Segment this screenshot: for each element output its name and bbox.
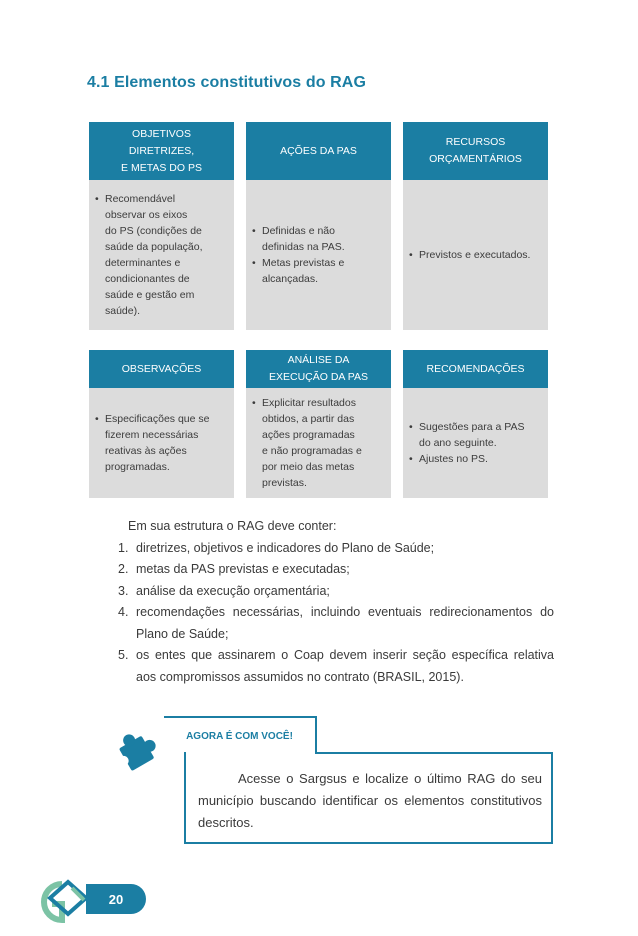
list-number: 4. bbox=[118, 605, 129, 619]
text-line: condicionantes de bbox=[105, 273, 190, 285]
list-item bbox=[118, 581, 554, 603]
list-text: diretrizes, objetivos e indicadores do Plano de Saúde; bbox=[136, 540, 435, 555]
text-line: do PS (condições de bbox=[105, 225, 202, 237]
text-line: • Previstos e executados. bbox=[419, 249, 531, 261]
card-header bbox=[246, 350, 391, 388]
text-line: e não programadas e bbox=[262, 445, 362, 457]
card-bullet bbox=[95, 191, 228, 319]
text-line: • Definidas e não bbox=[262, 225, 335, 237]
card-header bbox=[403, 122, 548, 180]
text-line: ações programadas bbox=[262, 429, 355, 441]
card-bullet bbox=[409, 451, 542, 467]
card-header-line: RECURSOS bbox=[445, 136, 506, 148]
list-item bbox=[118, 602, 554, 645]
list-item bbox=[118, 538, 554, 560]
list-number: 2. bbox=[118, 562, 129, 576]
section-heading: 4.1 Elementos constitutivos do RAG bbox=[87, 74, 367, 91]
card-header-line: DIRETRIZES, bbox=[128, 144, 195, 157]
card-header-line: ANÁLISE DA bbox=[287, 354, 350, 366]
card-analise bbox=[246, 350, 391, 498]
card-bullet bbox=[409, 247, 542, 263]
card-body bbox=[246, 388, 391, 498]
card-header-line: ORÇAMENTÁRIOS bbox=[429, 153, 522, 165]
list-number: 1. bbox=[118, 540, 129, 555]
card-header-line: RECOMENDAÇÕES bbox=[426, 362, 525, 375]
card-header bbox=[403, 350, 548, 388]
card-objetivos bbox=[89, 122, 234, 330]
text-line: • Explicitar resultados bbox=[262, 397, 356, 409]
card-header bbox=[89, 122, 234, 180]
text-line: • Ajustes no PS. bbox=[419, 453, 488, 465]
activity-title: AGORA É COM VOCÊ! bbox=[164, 716, 317, 754]
text-line: • Sugestões para a PAS bbox=[419, 421, 525, 433]
list-item bbox=[118, 645, 554, 688]
activity-paragraph: Acesse o Sargsus e localize o último RAG do seu município buscando identificar os elementos constitutivos descritos. bbox=[198, 771, 542, 830]
structure-text bbox=[118, 516, 554, 688]
requirements-list bbox=[118, 538, 554, 689]
text-line: saúde e gestão em bbox=[105, 289, 195, 301]
list-text: análise da execução orçamentária; bbox=[136, 583, 330, 598]
text-line: determinantes e bbox=[105, 257, 181, 269]
page-number: 20 bbox=[86, 884, 146, 914]
text-line: saúde da população, bbox=[105, 241, 203, 253]
list-number: 5. bbox=[118, 648, 129, 662]
list-text: metas da PAS previstas e executadas; bbox=[136, 562, 350, 576]
text-line: previstas. bbox=[262, 477, 307, 489]
card-header bbox=[89, 350, 234, 388]
text-line: • Recomendável bbox=[105, 193, 176, 205]
text-line: observar os eixos bbox=[105, 209, 188, 221]
text-line: • Metas previstas e bbox=[262, 257, 345, 269]
text-line: programadas. bbox=[105, 461, 170, 473]
list-text: recomendações necessárias, incluindo eventuais redirecionamentos do Plano de Saúde; bbox=[136, 605, 554, 641]
intro-text: Em sua estrutura o RAG deve conter: bbox=[128, 519, 337, 533]
list-text: os entes que assinarem o Coap devem inserir seção específica relativa aos compromissos assumidos no contrato (BRASIL, 2015). bbox=[136, 648, 554, 684]
card-header-line: OBSERVAÇÕES bbox=[121, 362, 202, 375]
card-bullet bbox=[252, 255, 385, 287]
activity-text bbox=[198, 768, 542, 834]
card-body bbox=[403, 180, 548, 330]
text-line: reativas às ações bbox=[105, 445, 187, 457]
list-item bbox=[118, 559, 554, 581]
text-line: • Especificações que se bbox=[105, 413, 210, 425]
list-number: 3. bbox=[118, 583, 129, 598]
card-header-line: E METAS DO PS bbox=[121, 161, 202, 174]
card-bullet bbox=[95, 411, 228, 475]
card-acoes bbox=[246, 122, 391, 330]
card-header-line: AÇÕES DA PAS bbox=[280, 144, 357, 157]
card-bullet bbox=[252, 223, 385, 255]
puzzle-icon bbox=[113, 728, 161, 776]
text-line: do ano seguinte. bbox=[419, 437, 497, 449]
card-header bbox=[246, 122, 391, 180]
card-recursos bbox=[403, 122, 548, 330]
card-body bbox=[89, 388, 234, 498]
card-bullet bbox=[409, 419, 542, 451]
text-line: fizerem necessárias bbox=[105, 429, 199, 441]
card-body bbox=[89, 180, 234, 330]
text-line: saúde). bbox=[105, 305, 141, 317]
card-body bbox=[403, 388, 548, 498]
card-body bbox=[246, 180, 391, 330]
card-observacoes bbox=[89, 350, 234, 498]
text-line: alcançadas. bbox=[262, 273, 319, 285]
text-line: obtidos, a partir das bbox=[262, 413, 355, 425]
card-bullet bbox=[252, 395, 385, 491]
card-recomendacoes bbox=[403, 350, 548, 498]
card-header-line: OBJETIVOS bbox=[132, 127, 191, 140]
text-line: por meio das metas bbox=[262, 461, 355, 473]
card-header-line: EXECUÇÃO DA PAS bbox=[268, 371, 368, 383]
text-line: definidas na PAS. bbox=[262, 241, 345, 253]
